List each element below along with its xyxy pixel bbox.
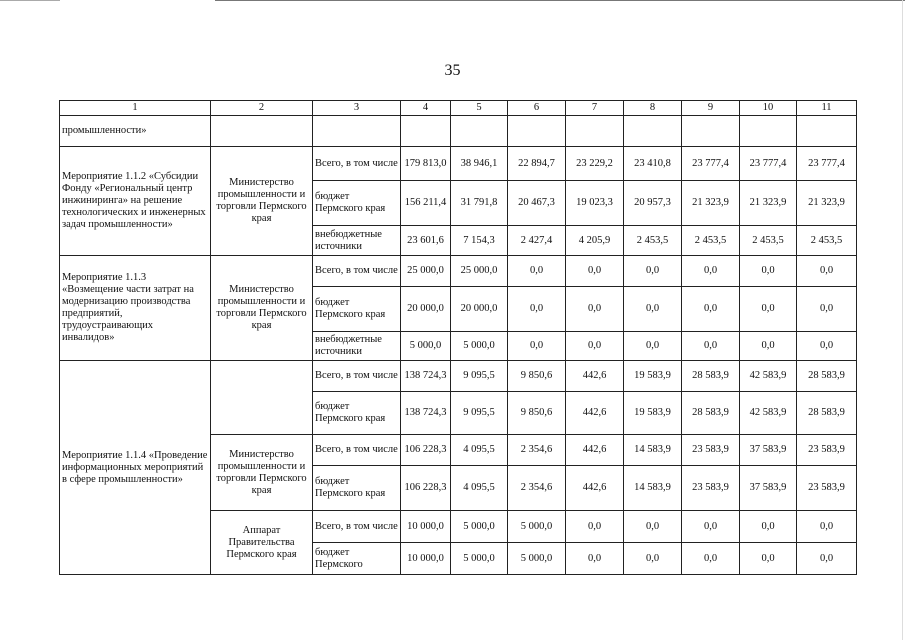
value-cell: 156 211,4 [401, 181, 451, 226]
header-cell: 10 [740, 101, 797, 116]
value-cell: 0,0 [682, 256, 740, 287]
table-row [60, 147, 857, 181]
value-cell: 0,0 [740, 543, 797, 575]
value-cell: 31 791,8 [451, 181, 508, 226]
value-cell: 2 453,5 [624, 226, 682, 256]
value-cell: 21 323,9 [740, 181, 797, 226]
value-cell: 138 724,3 [401, 392, 451, 435]
row-label: бюджет Пермского края [313, 181, 401, 226]
value-cell: 4 095,5 [451, 435, 508, 466]
value-cell: 7 154,3 [451, 226, 508, 256]
row-label: Всего, в том числе [313, 256, 401, 287]
header-cell: 3 [313, 101, 401, 116]
header-row [60, 101, 857, 116]
value-cell: 0,0 [624, 511, 682, 543]
value-cell: 42 583,9 [740, 361, 797, 392]
value-cell: 0,0 [740, 332, 797, 361]
value-cell: 0,0 [797, 543, 857, 575]
value-cell: 106 228,3 [401, 466, 451, 511]
value-cell: 0,0 [797, 256, 857, 287]
value-cell: 20 000,0 [401, 287, 451, 332]
header-cell: 9 [682, 101, 740, 116]
value-cell: 179 813,0 [401, 147, 451, 181]
empty-cell [682, 116, 740, 147]
row-label: Всего, в том числе [313, 511, 401, 543]
header-cell: 11 [797, 101, 857, 116]
value-cell: 442,6 [566, 466, 624, 511]
value-cell: 2 354,6 [508, 466, 566, 511]
value-cell: 0,0 [740, 511, 797, 543]
value-cell: 38 946,1 [451, 147, 508, 181]
value-cell: 23 583,9 [682, 466, 740, 511]
value-cell: 0,0 [566, 256, 624, 287]
value-cell: 0,0 [508, 256, 566, 287]
value-cell: 0,0 [566, 332, 624, 361]
value-cell: 21 323,9 [682, 181, 740, 226]
value-cell: 0,0 [682, 287, 740, 332]
value-cell: 0,0 [682, 332, 740, 361]
value-cell: 23 583,9 [797, 435, 857, 466]
value-cell: 0,0 [740, 256, 797, 287]
empty-cell [401, 116, 451, 147]
value-cell: 9 095,5 [451, 392, 508, 435]
value-cell: 2 453,5 [740, 226, 797, 256]
value-cell: 0,0 [682, 543, 740, 575]
header-cell: 1 [60, 101, 211, 116]
header-cell: 7 [566, 101, 624, 116]
empty-cell [508, 116, 566, 147]
value-cell: 20 957,3 [624, 181, 682, 226]
header-cell: 4 [401, 101, 451, 116]
value-cell: 5 000,0 [401, 332, 451, 361]
value-cell: 20 467,3 [508, 181, 566, 226]
value-cell: 0,0 [566, 287, 624, 332]
value-cell: 5 000,0 [451, 543, 508, 575]
value-cell: 19 583,9 [624, 392, 682, 435]
value-cell: 23 777,4 [797, 147, 857, 181]
value-cell: 5 000,0 [508, 511, 566, 543]
row-label: внебюджетные источники [313, 226, 401, 256]
empty-cell [566, 116, 624, 147]
value-cell: 23 777,4 [740, 147, 797, 181]
value-cell: 138 724,3 [401, 361, 451, 392]
header-cell: 6 [508, 101, 566, 116]
value-cell: 0,0 [624, 543, 682, 575]
value-cell: 0,0 [797, 332, 857, 361]
value-cell: 28 583,9 [797, 361, 857, 392]
value-cell: 14 583,9 [624, 435, 682, 466]
value-cell: 0,0 [740, 287, 797, 332]
value-cell: 442,6 [566, 435, 624, 466]
value-cell: 10 000,0 [401, 543, 451, 575]
measure-title: Мероприятие 1.1.4 «Проведение информационных мероприятий в сфере промышленности» [60, 361, 211, 575]
value-cell: 9 095,5 [451, 361, 508, 392]
value-cell: 23 601,6 [401, 226, 451, 256]
value-cell: 0,0 [566, 543, 624, 575]
value-cell: 23 229,2 [566, 147, 624, 181]
value-cell: 23 777,4 [682, 147, 740, 181]
value-cell: 0,0 [624, 287, 682, 332]
value-cell: 9 850,6 [508, 361, 566, 392]
executor-cell: Министерство промышленности и торговли Пермского края [211, 256, 313, 361]
empty-cell [797, 116, 857, 147]
page-number: 35 [444, 62, 461, 79]
row-label: бюджет Пермского края [313, 466, 401, 511]
value-cell: 5 000,0 [508, 543, 566, 575]
value-cell: 0,0 [797, 511, 857, 543]
row-label: Всего, в том числе [313, 361, 401, 392]
value-cell: 28 583,9 [682, 361, 740, 392]
value-cell: 25 000,0 [451, 256, 508, 287]
value-cell: 442,6 [566, 361, 624, 392]
value-cell: 0,0 [566, 511, 624, 543]
value-cell: 23 583,9 [682, 435, 740, 466]
value-cell: 0,0 [682, 511, 740, 543]
row-label: внебюджетные источники [313, 332, 401, 361]
header-cell: 8 [624, 101, 682, 116]
value-cell: 21 323,9 [797, 181, 857, 226]
row-label: бюджет Пермского края [313, 287, 401, 332]
row-label: Всего, в том числе [313, 147, 401, 181]
value-cell: 25 000,0 [401, 256, 451, 287]
value-cell: 2 453,5 [797, 226, 857, 256]
value-cell: 14 583,9 [624, 466, 682, 511]
budget-table [59, 100, 857, 575]
table-row [60, 361, 857, 392]
header-cell: 2 [211, 101, 313, 116]
value-cell: 19 583,9 [624, 361, 682, 392]
value-cell: 23 583,9 [797, 466, 857, 511]
table-row [60, 116, 857, 147]
value-cell: 442,6 [566, 392, 624, 435]
table-row [60, 256, 857, 287]
value-cell: 0,0 [797, 287, 857, 332]
value-cell: 22 894,7 [508, 147, 566, 181]
executor-cell: Аппарат Правительства Пермского края [211, 511, 313, 575]
value-cell: 10 000,0 [401, 511, 451, 543]
executor-cell: Министерство промышленности и торговли Пермского края [211, 147, 313, 256]
value-cell: 37 583,9 [740, 435, 797, 466]
value-cell: 0,0 [624, 332, 682, 361]
value-cell: 5 000,0 [451, 511, 508, 543]
value-cell: 106 228,3 [401, 435, 451, 466]
value-cell: 28 583,9 [682, 392, 740, 435]
row-label: бюджет Пермского [313, 543, 401, 575]
value-cell: 20 000,0 [451, 287, 508, 332]
value-cell: 42 583,9 [740, 392, 797, 435]
empty-cell [211, 116, 313, 147]
value-cell: 23 410,8 [624, 147, 682, 181]
value-cell: 4 095,5 [451, 466, 508, 511]
value-cell: 9 850,6 [508, 392, 566, 435]
row-label: бюджет Пермского края [313, 392, 401, 435]
value-cell: 0,0 [508, 287, 566, 332]
value-cell: 0,0 [508, 332, 566, 361]
value-cell: 37 583,9 [740, 466, 797, 511]
value-cell: 19 023,3 [566, 181, 624, 226]
measure-title: Мероприятие 1.1.3 «Возмещение части затрат на модернизацию производства предприятий, трудоустраивающих инвалидов» [60, 256, 211, 361]
continuation-cell: промышленности» [60, 116, 211, 147]
value-cell: 2 453,5 [682, 226, 740, 256]
empty-cell [624, 116, 682, 147]
measure-title: Мероприятие 1.1.2 «Субсидии Фонду «Региональный центр инжиниринга» на решение технологических и инженерных задач промышленности» [60, 147, 211, 256]
header-cell: 5 [451, 101, 508, 116]
empty-cell [740, 116, 797, 147]
scan-edge-right [902, 0, 903, 640]
value-cell: 28 583,9 [797, 392, 857, 435]
value-cell: 4 205,9 [566, 226, 624, 256]
value-cell: 0,0 [624, 256, 682, 287]
scan-edge-line [215, 0, 905, 1]
executor-cell: Министерство промышленности и торговли Пермского края [211, 435, 313, 511]
scan-edge-line-left [0, 0, 60, 1]
value-cell: 2 354,6 [508, 435, 566, 466]
executor-cell-empty [211, 361, 313, 435]
value-cell: 2 427,4 [508, 226, 566, 256]
empty-cell [451, 116, 508, 147]
value-cell: 5 000,0 [451, 332, 508, 361]
row-label: Всего, в том числе [313, 435, 401, 466]
empty-cell [313, 116, 401, 147]
